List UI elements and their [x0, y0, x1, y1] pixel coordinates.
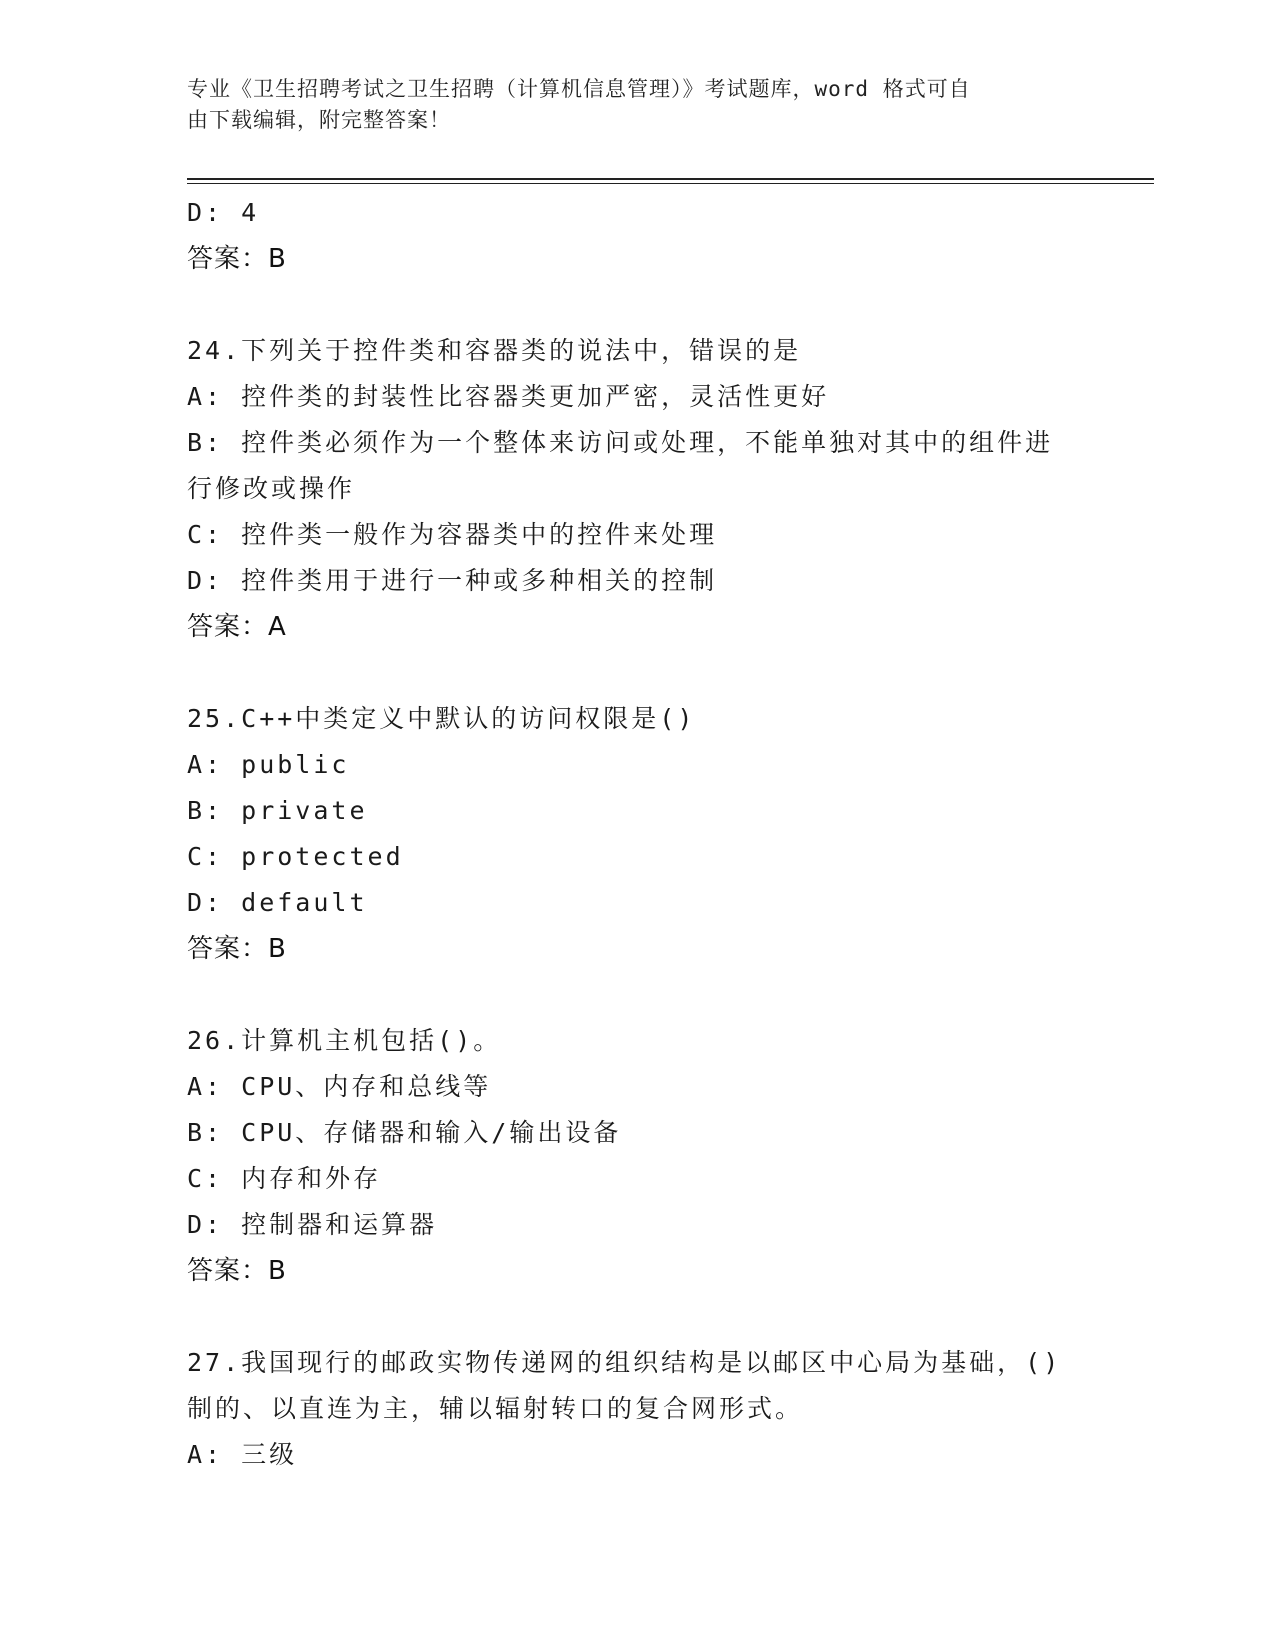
document-header — [187, 74, 1087, 136]
header-divider-thin — [187, 183, 1154, 184]
spacer — [187, 972, 1087, 1018]
header-divider-thick — [187, 178, 1154, 180]
spacer — [187, 282, 1087, 328]
answer: 答案：B — [187, 244, 287, 274]
answer: 答案：B — [187, 934, 287, 964]
option-b-continued: 行修改或操作 — [187, 474, 356, 503]
option-c: C: 内存和外存 — [187, 1164, 382, 1193]
option-d: D: 4 — [187, 198, 260, 227]
option-a: A: 控件类的封装性比容器类更加严密，灵活性更好 — [187, 382, 830, 411]
question-stem: 24.下列关于控件类和容器类的说法中，错误的是 — [187, 336, 802, 365]
question-24 — [187, 328, 1087, 650]
question-stem: 26.计算机主机包括()。 — [187, 1026, 502, 1055]
option-d: D: 控制器和运算器 — [187, 1210, 438, 1239]
question-27 — [187, 1340, 1087, 1478]
option-c: C: protected — [187, 842, 404, 871]
question-stem-continued: 制的、以直连为主，辅以辐射转口的复合网形式。 — [187, 1394, 804, 1423]
question-list — [187, 190, 1087, 1478]
option-d: D: 控件类用于进行一种或多种相关的控制 — [187, 566, 718, 595]
question-stem: 25.C++中类定义中默认的访问权限是() — [187, 704, 696, 733]
question-stem: 27.我国现行的邮政实物传递网的组织结构是以邮区中心局为基础，() — [187, 1348, 1062, 1377]
option-a: A: public — [187, 750, 350, 779]
option-d: D: default — [187, 888, 368, 917]
question-23-fragment — [187, 190, 1087, 282]
option-b: B: 控件类必须作为一个整体来访问或处理，不能单独对其中的组件进 — [187, 428, 1054, 457]
option-a: A: CPU、内存和总线等 — [187, 1072, 492, 1101]
spacer — [187, 650, 1087, 696]
answer: 答案：B — [187, 1256, 287, 1286]
spacer — [187, 1294, 1087, 1340]
answer: 答案：A — [187, 612, 287, 642]
question-25 — [187, 696, 1087, 972]
header-line-1: 专业《卫生招聘考试之卫生招聘（计算机信息管理）》考试题库，word 格式可自 — [187, 77, 971, 101]
option-c: C: 控件类一般作为容器类中的控件来处理 — [187, 520, 718, 549]
header-line-2: 由下载编辑，附完整答案！ — [187, 108, 451, 132]
option-b: B: CPU、存储器和输入/输出设备 — [187, 1118, 622, 1147]
option-b: B: private — [187, 796, 368, 825]
option-a: A: 三级 — [187, 1440, 298, 1469]
question-26 — [187, 1018, 1087, 1294]
